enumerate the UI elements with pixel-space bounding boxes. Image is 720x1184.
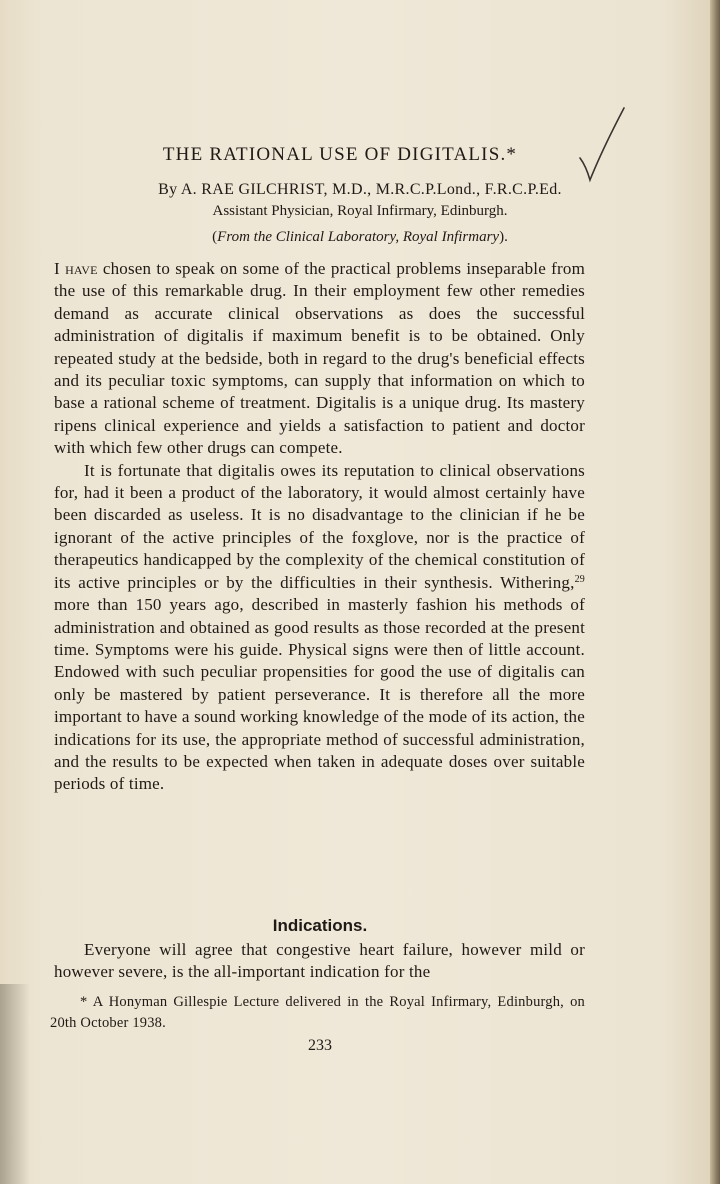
paragraph-2 <box>54 460 585 796</box>
paragraph-1-text: chosen to speak on some of the practical problems inseparable from the use of this remarkable drug. In their employment few other remedies demand as accurate clinical observations as does the successful administration of digitalis if maximum benefit is to be obtained. Only repeated study at the bedside, both in regard to the drug's beneficial effects and its peculiar toxic symptoms, can supply that information on which to base a rational scheme of treatment. Digitalis is a unique drug. Its mastery ripens clinical experience and yields a satisfaction to patient and doctor with which few other drugs can compete. <box>54 259 585 458</box>
page-number: 233 <box>308 1037 332 1054</box>
drop-cap: I <box>54 259 60 278</box>
binding-shadow <box>0 984 30 1184</box>
source-close-paren: ). <box>499 229 508 245</box>
section-body <box>54 939 585 984</box>
reference-superscript: 29 <box>574 573 585 585</box>
author-byline: By A. RAE GILCHRIST, M.D., M.R.C.P.Lond., F.R.C.P.Ed. <box>158 181 562 198</box>
article-body <box>54 258 585 796</box>
section-paragraph: Everyone will agree that congestive heart failure, however mild or however severe, is the all-important indication for the <box>54 940 585 982</box>
footnote-text: * A Honyman Gillespie Lecture delivered in the Royal Infirmary, Edinburgh, on 20th October 1938. <box>50 994 585 1031</box>
paragraph-1 <box>54 258 585 460</box>
article-source <box>80 229 640 246</box>
footnote <box>50 992 585 1034</box>
article-title: THE RATIONAL USE OF DIGITALIS.* <box>162 144 518 165</box>
paragraph-2-text-a: It is fortunate that digitalis owes its reputation to clinical observations for, had it been a product of the laboratory, it would almost certainly have been discarded as useless. It is no disadvantage to the clinician if he be ignorant of the active principles of the foxglove, nor is the practice of therapeutics handicapped by the complexity of the chemical constitution of its active principles or by the difficulties in their synthesis. Withering, <box>54 460 585 592</box>
small-caps-word: have <box>65 259 98 278</box>
source-open-paren: ( <box>212 229 218 245</box>
author-affiliation: Assistant Physician, Royal Infirmary, Edinburgh. <box>212 203 508 219</box>
section-heading: Indications. <box>272 916 368 935</box>
paragraph-2-text-b: more than 150 years ago, described in masterly fashion his methods of administration and obtained as good results as those recorded at the present time. Symptoms were his guide. Physical signs were then of little account. Endowed with such peculiar propensities for good the use of digitalis can only be mastered by patient perseverance. It is therefore all the more important to have a sound working knowledge of the mode of its action, the indications for its use, the appropriate method of successful administration, and the results to be expected when taken in adequate doses over suitable periods of time. <box>54 595 585 794</box>
page-edge <box>710 0 720 1184</box>
source-text: From the Clinical Laboratory, Royal Infirmary <box>217 229 500 245</box>
